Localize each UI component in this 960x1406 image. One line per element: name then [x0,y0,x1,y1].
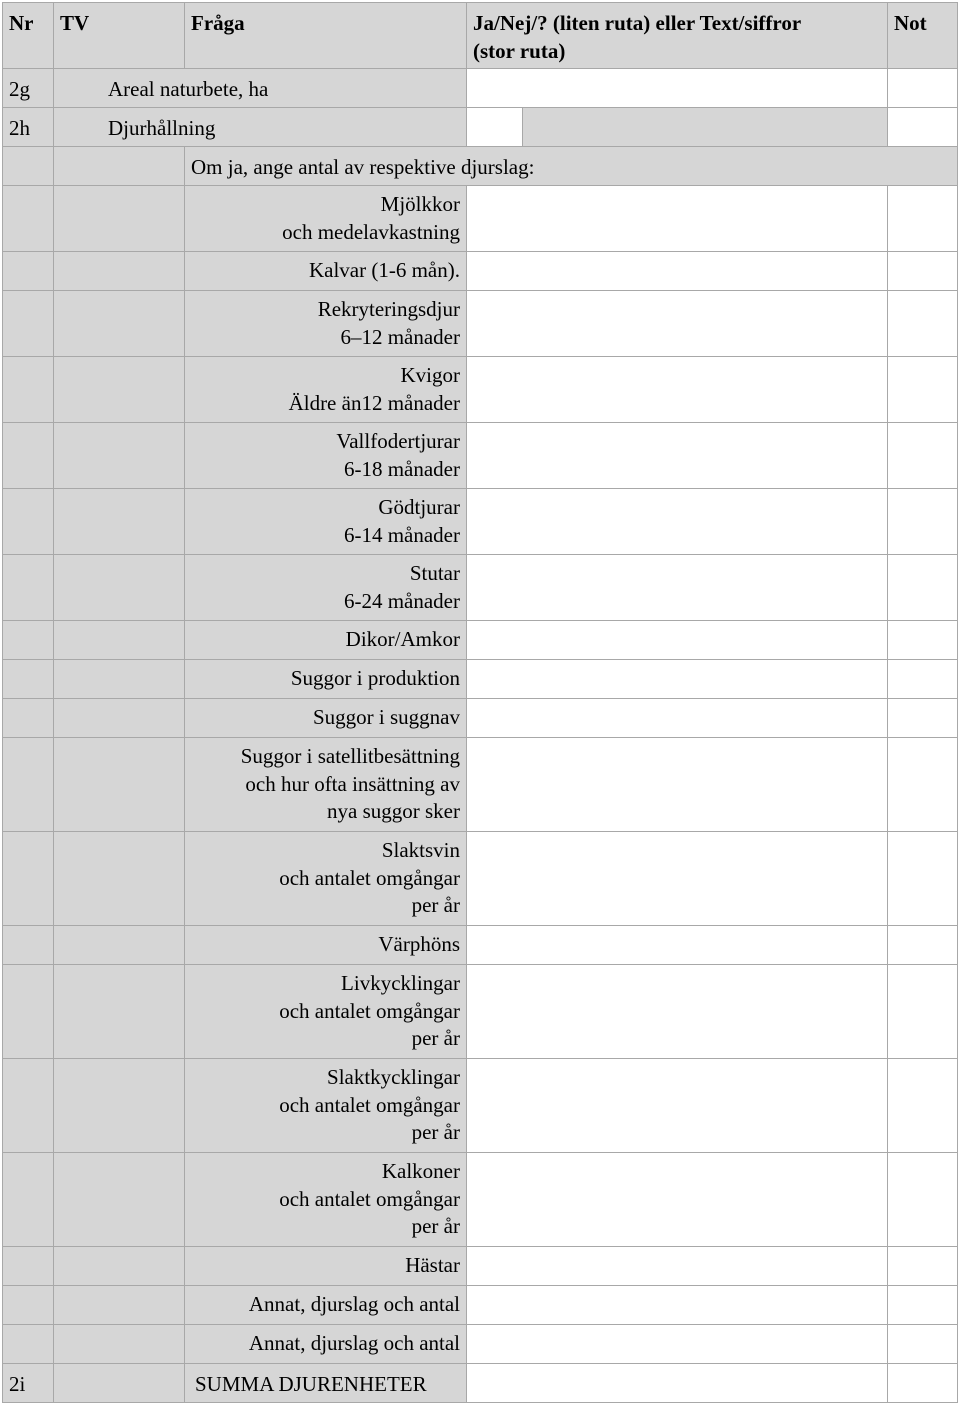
animal-count-field[interactable] [467,291,888,357]
header-not: Not [888,3,958,69]
animal-note-field[interactable] [888,423,958,489]
animal-label [185,423,467,489]
animal-nr-cell [3,1325,54,1364]
animal-row [3,357,958,423]
animal-label-line: Livkycklingar [341,971,460,995]
animal-nr-cell [3,423,54,489]
animal-nr-cell [3,1286,54,1325]
animal-note-field[interactable] [888,1325,958,1364]
animal-count-field[interactable] [467,660,888,699]
animal-row [3,738,958,832]
animal-row [3,555,958,621]
animal-label-line: Annat, djurslag och antal [248,1292,460,1316]
animal-label-line: Suggor i produktion [290,666,460,690]
nr-2g: 2g [3,69,54,108]
animal-label-line: 6-24 månader [343,588,460,613]
animal-label [185,1059,467,1153]
animal-note-field[interactable] [888,489,958,555]
animal-note-field[interactable] [888,291,958,357]
animal-label-line: Slaktkycklingar [327,1065,460,1089]
animal-note-field[interactable] [888,1286,958,1325]
animal-tv-cell [54,1059,185,1153]
animal-label-line: Dikor/Amkor [345,627,460,651]
animal-label-line: och antalet omgångar [279,1186,460,1211]
animal-label-line: 6-18 månader [343,456,460,481]
animal-label-line: 6–12 månader [340,324,460,349]
animal-label [185,1325,467,1364]
animal-label-line: Äldre än12 månader [288,390,460,415]
animal-label-line: Kalvar (1-6 mån). [308,258,460,282]
animal-count-field[interactable] [467,489,888,555]
animal-label-line: Suggor i suggnav [313,705,460,729]
animal-label [185,186,467,252]
animal-label [185,489,467,555]
animal-count-field[interactable] [467,555,888,621]
animal-row [3,965,958,1059]
animal-tv-cell [54,699,185,738]
animal-nr-cell [3,1059,54,1153]
animal-label [185,738,467,832]
animal-tv-cell [54,555,185,621]
animal-note-field[interactable] [888,832,958,926]
animal-label [185,699,467,738]
animal-note-field[interactable] [888,621,958,660]
animal-label-line: och antalet omgångar [279,865,460,890]
animal-row [3,1247,958,1286]
animal-label-line: nya suggor sker [327,799,460,823]
animal-label-line: per år [411,893,460,917]
nr-instruction [3,147,54,186]
animal-label-line: 6-14 månader [343,522,460,547]
animal-label [185,621,467,660]
header-answer-line1: Ja/Nej/? (liten ruta) eller Text/siffror [473,11,802,35]
animal-count-field[interactable] [467,1325,888,1364]
animal-note-field[interactable] [888,660,958,699]
header-fraga: Fråga [185,3,467,69]
animal-tv-cell [54,660,185,699]
header-row [3,3,958,69]
animal-nr-cell [3,738,54,832]
animal-tv-cell [54,186,185,252]
header-answer [467,3,888,69]
animal-count-field[interactable] [467,926,888,965]
animal-count-field[interactable] [467,965,888,1059]
animal-count-field[interactable] [467,1153,888,1247]
label-2h-text: Djurhållning [108,116,216,140]
label-2h [54,108,467,147]
animal-count-field[interactable] [467,832,888,926]
animal-label-line: Annat, djurslag och antal [248,1331,460,1355]
animal-label-line: Kvigor [400,363,460,387]
note-2g[interactable] [888,69,958,108]
animal-row [3,1059,958,1153]
animal-label-line: Rekryteringsdjur [317,297,460,321]
animal-label [185,660,467,699]
animal-row [3,1286,958,1325]
survey-form-table [2,2,958,1403]
animal-row [3,926,958,965]
animal-label [185,555,467,621]
animal-tv-cell [54,738,185,832]
header-nr: Nr [3,3,54,69]
animal-tv-cell [54,291,185,357]
animal-tv-cell [54,965,185,1059]
animal-nr-cell [3,555,54,621]
animal-note-field[interactable] [888,555,958,621]
animal-row [3,252,958,291]
animal-label-line: Mjölkkor [380,192,460,216]
animal-label-line: och antalet omgångar [279,998,460,1023]
row-2h [3,108,958,147]
animal-nr-cell [3,965,54,1059]
animal-nr-cell [3,186,54,252]
header-answer-line2: (stor ruta) [473,38,566,63]
animal-note-field[interactable] [888,1153,958,1247]
animal-tv-cell [54,926,185,965]
row-2g [3,69,958,108]
animal-note-field[interactable] [888,1059,958,1153]
row-2i [3,1364,958,1403]
answer-2h-small[interactable] [467,108,523,147]
animal-row [3,489,958,555]
animal-nr-cell [3,926,54,965]
animal-note-field[interactable] [888,738,958,832]
tv-2i [54,1364,185,1403]
animal-label [185,1286,467,1325]
animal-note-field[interactable] [888,186,958,252]
animal-row [3,621,958,660]
nr-2i: 2i [3,1364,54,1403]
animal-note-field[interactable] [888,965,958,1059]
animal-count-field[interactable] [467,621,888,660]
animal-note-field[interactable] [888,926,958,965]
animal-nr-cell [3,1153,54,1247]
animal-nr-cell [3,660,54,699]
animal-label-line: Stutar [409,561,460,585]
animal-count-field[interactable] [467,1247,888,1286]
animal-nr-cell [3,699,54,738]
animal-nr-cell [3,489,54,555]
animal-label [185,832,467,926]
animal-label [185,252,467,291]
animal-tv-cell [54,1247,185,1286]
tv-instruction [54,147,185,186]
animal-label-line: och medelavkastning [282,219,460,244]
animal-note-field[interactable] [888,699,958,738]
row-instruction [3,147,958,186]
animal-count-field[interactable] [467,357,888,423]
animal-tv-cell [54,832,185,926]
animal-count-field[interactable] [467,1286,888,1325]
animal-label [185,357,467,423]
animal-label-line: per år [411,1214,460,1238]
animal-label-line: Värphöns [378,932,460,956]
animal-label-line: Slaktsvin [381,838,460,862]
animal-nr-cell [3,621,54,660]
note-2i[interactable] [888,1364,958,1403]
animal-tv-cell [54,1325,185,1364]
animal-row [3,660,958,699]
animal-nr-cell [3,252,54,291]
animal-count-field[interactable] [467,423,888,489]
animal-tv-cell [54,621,185,660]
animal-note-field[interactable] [888,357,958,423]
label-2i: SUMMA DJURENHETER [185,1364,467,1403]
answer-2i-large[interactable] [467,1364,888,1403]
animal-count-field[interactable] [467,1059,888,1153]
animal-note-field[interactable] [888,1247,958,1286]
instruction-text: Om ja, ange antal av respektive djurslag: [185,147,958,186]
animal-nr-cell [3,291,54,357]
animal-label-line: Vallfodertjurar [336,429,460,453]
animal-label [185,291,467,357]
animal-count-field[interactable] [467,699,888,738]
animal-row [3,1325,958,1364]
animal-row [3,1153,958,1247]
animal-label-line: Kalkoner [381,1159,460,1183]
animal-row [3,832,958,926]
animal-count-field[interactable] [467,186,888,252]
header-tv: TV [54,3,185,69]
animal-label-line: Suggor i satellitbesättning [240,744,460,768]
animal-tv-cell [54,1286,185,1325]
animal-nr-cell [3,357,54,423]
animal-row [3,186,958,252]
animal-label-line: Hästar [405,1253,460,1277]
animal-row [3,699,958,738]
animal-label [185,1153,467,1247]
animal-tv-cell [54,423,185,489]
animal-row [3,423,958,489]
animal-label-line: Gödtjurar [378,495,460,519]
nr-2h: 2h [3,108,54,147]
animal-nr-cell [3,1247,54,1286]
animal-nr-cell [3,832,54,926]
answer-2g-large[interactable] [467,69,888,108]
animal-row [3,291,958,357]
animal-tv-cell [54,357,185,423]
animal-tv-cell [54,489,185,555]
answer-2h-disabled [523,108,888,147]
animal-tv-cell [54,252,185,291]
animal-label-line: och antalet omgångar [279,1092,460,1117]
animal-count-field[interactable] [467,252,888,291]
animal-label [185,965,467,1059]
animal-tv-cell [54,1153,185,1247]
animal-label-line: per år [411,1026,460,1050]
animal-label-line: och hur ofta insättning av [245,771,460,796]
animal-label-line: per år [411,1120,460,1144]
animal-label [185,926,467,965]
animal-note-field[interactable] [888,252,958,291]
animal-label [185,1247,467,1286]
animal-count-field[interactable] [467,738,888,832]
label-2g [54,69,467,108]
label-2g-text: Areal naturbete, ha [108,77,269,101]
note-2h[interactable] [888,108,958,147]
